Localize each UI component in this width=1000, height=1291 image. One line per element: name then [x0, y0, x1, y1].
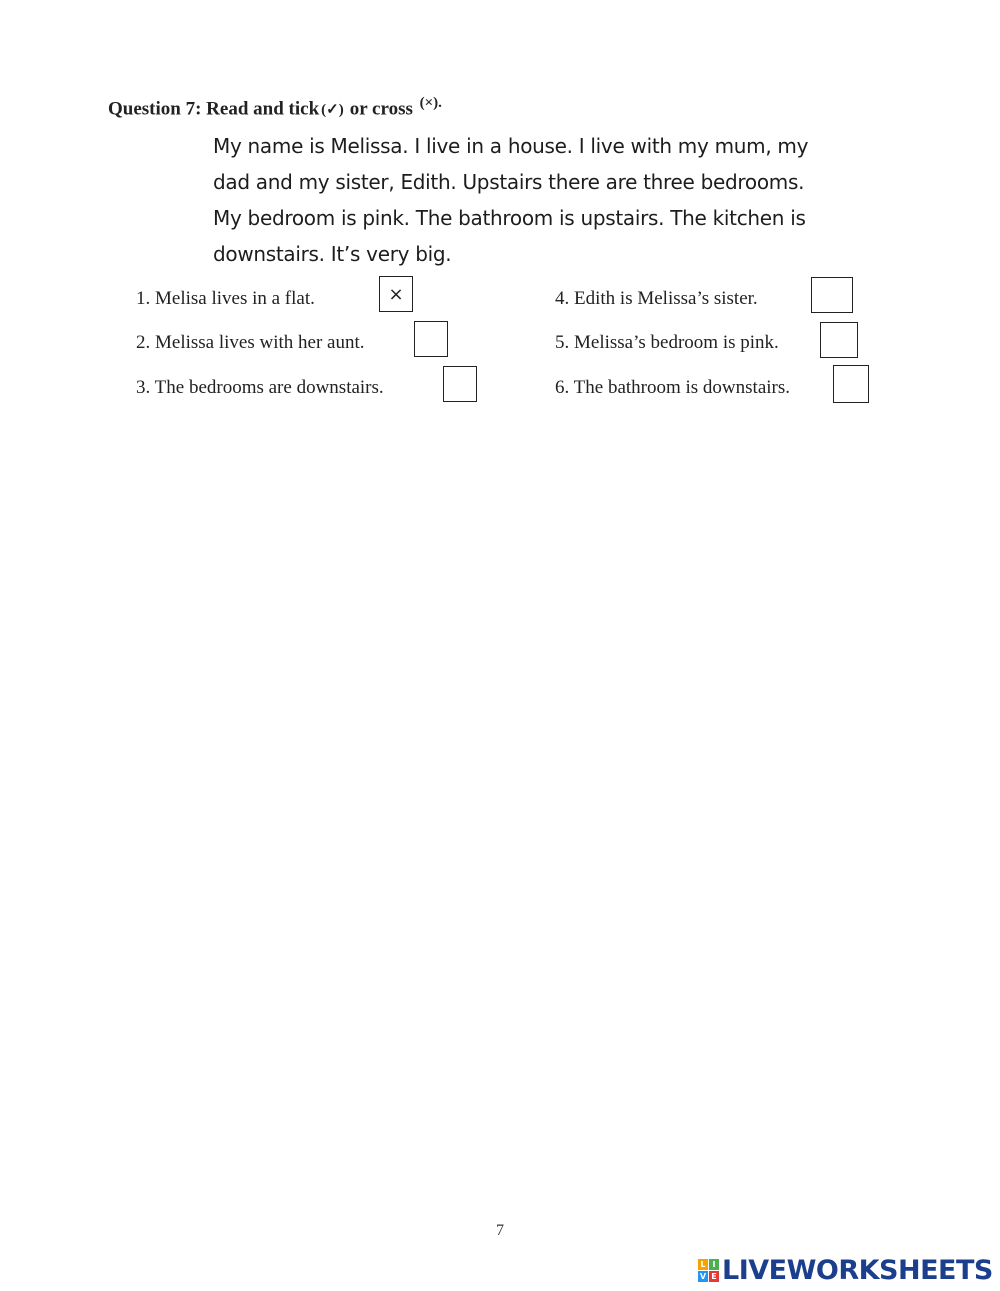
logo-letter-i: I	[709, 1259, 719, 1270]
passage-line: My bedroom is pink. The bathroom is upstairs. The kitchen is	[213, 206, 806, 230]
reading-passage	[213, 128, 833, 272]
answer-box-6[interactable]	[833, 365, 869, 403]
page-number: 7	[496, 1222, 504, 1239]
logo-letter-l: L	[698, 1259, 708, 1270]
answer-box-1[interactable]: ×	[379, 276, 413, 312]
logo-text: LIVEWORKSHEETS	[722, 1255, 993, 1286]
statement-1: 1. Melisa lives in a flat.	[136, 288, 315, 309]
passage-line: My name is Melissa. I live in a house. I live with my mum, my	[213, 134, 809, 158]
or-cross-label: or cross	[349, 98, 413, 120]
answer-box-3[interactable]	[443, 366, 477, 402]
logo-letter-v: V	[699, 1272, 707, 1281]
answer-box-5[interactable]	[820, 322, 858, 358]
answer-box-4[interactable]	[811, 277, 853, 313]
statement-4: 4. Edith is Melissa’s sister.	[555, 288, 758, 309]
statement-3: 3. The bedrooms are downstairs.	[136, 377, 384, 398]
logo-letter-e: E	[709, 1271, 719, 1282]
question-title: Question 7: Read and tick	[108, 98, 320, 120]
statement-2: 2. Melissa lives with her aunt.	[136, 332, 365, 353]
passage-line: downstairs. It’s very big.	[213, 242, 452, 266]
liveworksheets-logo[interactable]	[698, 1255, 993, 1286]
tick-symbol: (✓)	[321, 102, 344, 119]
question-heading	[108, 95, 448, 120]
cross-symbol: (×).	[419, 95, 442, 111]
answer-box-2[interactable]	[414, 321, 448, 357]
passage-line: dad and my sister, Edith. Upstairs there are three bedrooms.	[213, 170, 805, 194]
statement-6: 6. The bathroom is downstairs.	[555, 377, 791, 398]
statement-5: 5. Melissa’s bedroom is pink.	[555, 332, 779, 353]
logo-grid-icon	[698, 1259, 719, 1282]
